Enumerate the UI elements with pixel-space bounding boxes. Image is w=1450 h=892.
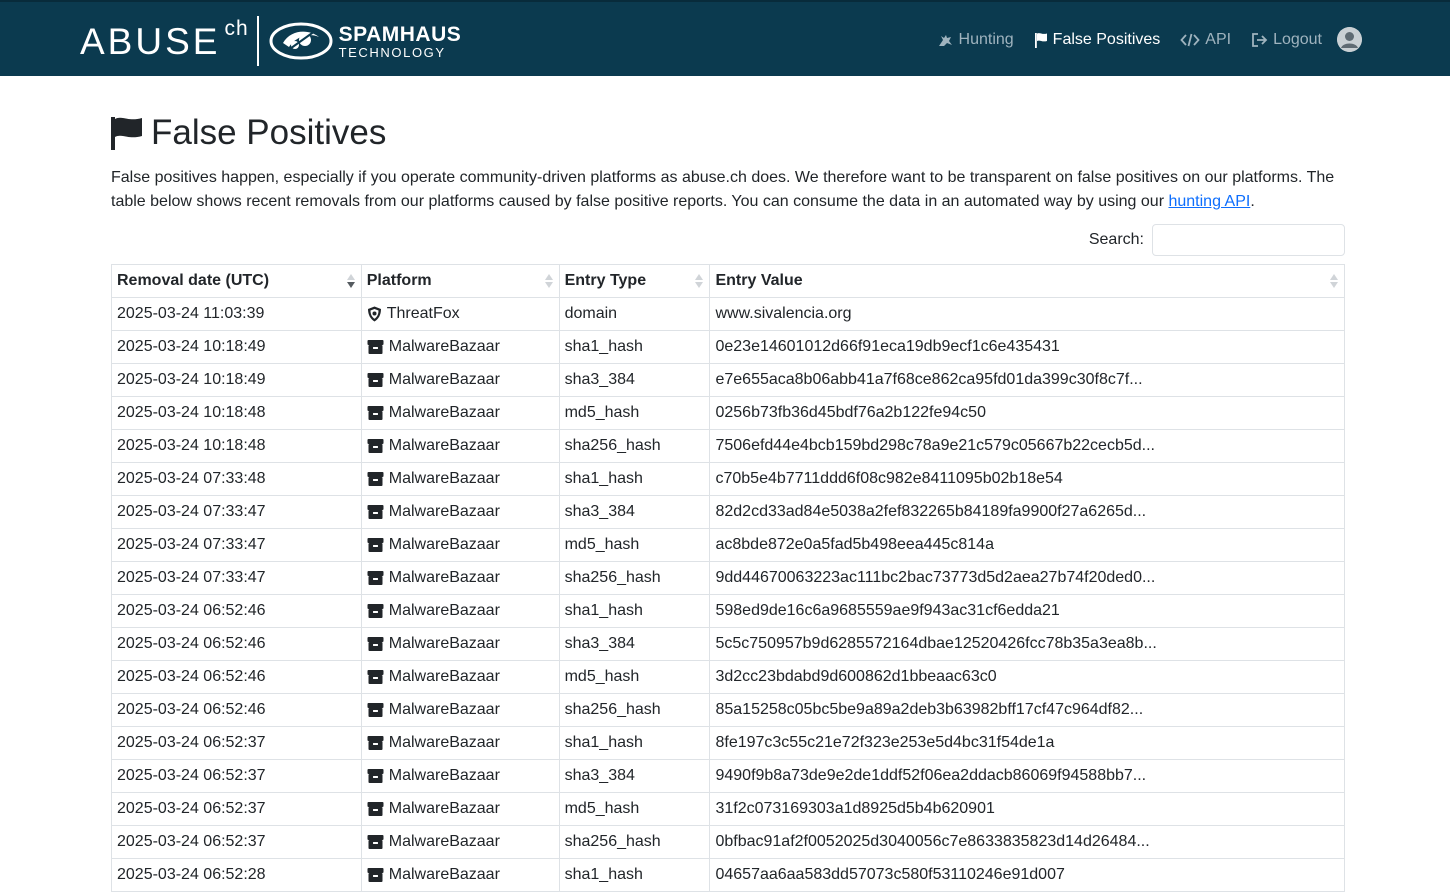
header-entry-value[interactable]: Entry Value <box>710 265 1345 298</box>
cell-removal-date: 2025-03-24 07:33:48 <box>112 463 362 496</box>
table-row <box>112 463 1345 496</box>
cell-entry-value[interactable]: 598ed9de16c6a9685559ae9f943ac31cf6edda21 <box>710 595 1345 628</box>
cell-removal-date: 2025-03-24 10:18:49 <box>112 364 362 397</box>
cell-entry-type: sha256_hash <box>559 430 710 463</box>
box-icon <box>367 669 384 685</box>
platform-name: MalwareBazaar <box>388 404 500 421</box>
platform-name: MalwareBazaar <box>388 470 500 487</box>
table-row <box>112 562 1345 595</box>
spamhaus-logo-subtitle: TECHNOLOGY <box>338 44 446 60</box>
cell-removal-date: 2025-03-24 06:52:28 <box>112 859 362 892</box>
platform-name: MalwareBazaar <box>388 767 500 784</box>
cell-entry-type: sha1_hash <box>559 595 710 628</box>
flag-icon <box>111 116 143 150</box>
box-icon <box>367 801 384 817</box>
cell-entry-value[interactable]: 5c5c750957b9d6285572164dbae12520426fcc78b35a3ea8b... <box>710 628 1345 661</box>
cell-entry-type: sha256_hash <box>559 826 710 859</box>
cell-platform <box>361 430 559 463</box>
cell-platform <box>361 826 559 859</box>
table-body <box>112 298 1345 892</box>
table-row <box>112 364 1345 397</box>
cell-entry-type: sha3_384 <box>559 628 710 661</box>
cell-removal-date: 2025-03-24 07:33:47 <box>112 529 362 562</box>
cell-entry-type: sha3_384 <box>559 496 710 529</box>
cell-platform <box>361 331 559 364</box>
box-icon <box>367 735 384 751</box>
nav-hunting-label: Hunting <box>958 31 1014 48</box>
cell-platform <box>361 727 559 760</box>
cell-entry-type: sha1_hash <box>559 463 710 496</box>
cell-removal-date: 2025-03-24 07:33:47 <box>112 562 362 595</box>
code-icon <box>1180 32 1200 48</box>
platform-name: MalwareBazaar <box>388 866 500 883</box>
platform-name: MalwareBazaar <box>388 734 500 751</box>
cell-removal-date: 2025-03-24 11:03:39 <box>112 298 362 331</box>
cell-platform <box>361 397 559 430</box>
cell-entry-value[interactable]: 0e23e14601012d66f91eca19db9ecf1c6e435431 <box>710 331 1345 364</box>
box-icon <box>367 867 384 883</box>
logout-icon <box>1251 32 1268 48</box>
cell-platform <box>361 859 559 892</box>
cell-entry-type: sha1_hash <box>559 859 710 892</box>
brand-divider <box>257 16 259 66</box>
search-label: Search: <box>1088 231 1144 248</box>
cell-entry-type: md5_hash <box>559 529 710 562</box>
box-icon <box>367 537 384 553</box>
box-icon <box>367 702 384 718</box>
platform-name: MalwareBazaar <box>388 338 500 355</box>
cell-entry-value[interactable]: 9dd44670063223ac111bc2bac73773d5d2aea27b74f20ded0... <box>710 562 1345 595</box>
nav-false-positives-label: False Positives <box>1052 31 1161 48</box>
cell-platform <box>361 463 559 496</box>
cell-removal-date: 2025-03-24 06:52:46 <box>112 595 362 628</box>
cell-removal-date: 2025-03-24 06:52:37 <box>112 826 362 859</box>
cell-removal-date: 2025-03-24 06:52:46 <box>112 628 362 661</box>
intro-end: . <box>1250 193 1255 210</box>
box-icon <box>367 636 384 652</box>
table-row <box>112 727 1345 760</box>
platform-name: ThreatFox <box>386 305 460 322</box>
header-removal-date[interactable]: Removal date (UTC) <box>112 265 362 298</box>
table-row <box>112 298 1345 331</box>
flag-icon <box>1034 32 1048 48</box>
search-row <box>1089 224 1345 256</box>
cell-platform <box>361 496 559 529</box>
table-row <box>112 430 1345 463</box>
cell-entry-type: sha3_384 <box>559 364 710 397</box>
table-row <box>112 628 1345 661</box>
cell-entry-value[interactable]: 04657aa6aa583dd57073c580f53110246e91d007 <box>710 859 1345 892</box>
nav-logout[interactable] <box>1251 31 1322 49</box>
nav-api[interactable] <box>1180 31 1231 49</box>
cell-removal-date: 2025-03-24 06:52:37 <box>112 727 362 760</box>
box-icon <box>367 438 384 454</box>
sort-icon <box>695 273 703 289</box>
box-icon <box>367 570 384 586</box>
header-platform[interactable]: Platform <box>361 265 559 298</box>
cell-entry-value[interactable]: www.sivalencia.org <box>710 298 1345 331</box>
top-navbar <box>0 0 1450 76</box>
cell-platform <box>361 694 559 727</box>
spamhaus-logo <box>269 21 462 61</box>
table-row <box>112 694 1345 727</box>
platform-name: MalwareBazaar <box>388 437 500 454</box>
cell-platform <box>361 760 559 793</box>
box-icon <box>367 504 384 520</box>
cell-removal-date: 2025-03-24 10:18:49 <box>112 331 362 364</box>
box-icon <box>367 768 384 784</box>
table-row <box>112 826 1345 859</box>
table-row <box>112 859 1345 892</box>
sort-desc-icon <box>347 273 355 289</box>
spamhaus-logo-title: SPAMHAUS <box>338 22 462 46</box>
cell-entry-value[interactable]: 31f2c073169303a1d8925d5b4b620901 <box>710 793 1345 826</box>
cell-entry-value[interactable]: 8fe197c3c55c21e72f323e253e5d4bc31f54de1a <box>710 727 1345 760</box>
cell-platform <box>361 364 559 397</box>
cell-removal-date: 2025-03-24 06:52:37 <box>112 760 362 793</box>
nav-links <box>917 2 1322 78</box>
box-icon <box>367 603 384 619</box>
table-row <box>112 331 1345 364</box>
intro-paragraph <box>111 166 1345 214</box>
abuse-logo-ch: ch <box>224 17 249 40</box>
cell-entry-type: sha1_hash <box>559 331 710 364</box>
spamhaus-emblem-icon <box>269 21 333 61</box>
cell-entry-value[interactable]: 3d2cc23bdabd9d600862d1bbeaac63c0 <box>710 661 1345 694</box>
platform-name: MalwareBazaar <box>388 536 500 553</box>
cell-removal-date: 2025-03-24 07:33:47 <box>112 496 362 529</box>
platform-name: MalwareBazaar <box>388 833 500 850</box>
platform-name: MalwareBazaar <box>388 371 500 388</box>
nav-hunting[interactable] <box>937 31 1014 49</box>
brand-logo[interactable] <box>80 16 461 66</box>
cell-entry-type: md5_hash <box>559 793 710 826</box>
cell-entry-type: md5_hash <box>559 397 710 430</box>
table-row <box>112 760 1345 793</box>
cell-platform <box>361 529 559 562</box>
cell-entry-type: sha1_hash <box>559 727 710 760</box>
cell-entry-value[interactable]: 7506efd44e4bcb159bd298c78a9e21c579c05667b22cecb5d... <box>710 430 1345 463</box>
box-icon <box>367 339 384 355</box>
cell-entry-type: sha256_hash <box>559 694 710 727</box>
crosshair-dog-icon <box>937 32 954 48</box>
cell-entry-value[interactable]: 82d2cd33ad84e5038a2fef832265b84189fa9900f27a6265d... <box>710 496 1345 529</box>
table-header-row <box>112 265 1345 298</box>
cell-entry-value[interactable]: ac8bde872e0a5fad5b498eea445c814a <box>710 529 1345 562</box>
cell-platform <box>361 628 559 661</box>
cell-entry-value[interactable]: 85a15258c05bc5be9a89a2deb3b63982bff17cf47c964df82... <box>710 694 1345 727</box>
platform-name: MalwareBazaar <box>388 602 500 619</box>
box-icon <box>367 471 384 487</box>
cell-platform <box>361 562 559 595</box>
false-positives-table <box>111 264 1345 892</box>
table-row <box>112 529 1345 562</box>
cell-platform <box>361 661 559 694</box>
table-row <box>112 595 1345 628</box>
box-icon <box>367 405 384 421</box>
table-row <box>112 793 1345 826</box>
cell-entry-type: md5_hash <box>559 661 710 694</box>
cell-platform <box>361 298 559 331</box>
cell-entry-type: sha256_hash <box>559 562 710 595</box>
box-icon <box>367 372 384 388</box>
sort-icon <box>1330 273 1338 289</box>
cell-entry-type: sha3_384 <box>559 760 710 793</box>
cell-entry-value[interactable]: c70b5e4b7711ddd6f08c982e8411095b02b18e54 <box>710 463 1345 496</box>
search-input[interactable] <box>1152 224 1345 256</box>
cell-removal-date: 2025-03-24 10:18:48 <box>112 397 362 430</box>
header-entry-type[interactable]: Entry Type <box>559 265 710 298</box>
table-row <box>112 397 1345 430</box>
box-icon <box>367 834 384 850</box>
cell-removal-date: 2025-03-24 06:52:46 <box>112 661 362 694</box>
cell-platform <box>361 595 559 628</box>
cell-entry-type: domain <box>559 298 710 331</box>
nav-api-label: API <box>1205 31 1232 48</box>
main-content <box>111 112 1345 883</box>
platform-name: MalwareBazaar <box>388 800 500 817</box>
sort-icon <box>545 273 553 289</box>
platform-name: MalwareBazaar <box>388 635 500 652</box>
platform-name: MalwareBazaar <box>388 701 500 718</box>
nav-false-positives[interactable] <box>1034 31 1161 49</box>
platform-name: MalwareBazaar <box>388 569 500 586</box>
cell-removal-date: 2025-03-24 10:18:48 <box>112 430 362 463</box>
user-avatar-icon[interactable] <box>1337 27 1362 52</box>
page-title-text: False Positives <box>151 113 387 152</box>
table-row <box>112 661 1345 694</box>
shield-icon <box>367 306 382 322</box>
platform-name: MalwareBazaar <box>388 668 500 685</box>
cell-removal-date: 2025-03-24 06:52:46 <box>112 694 362 727</box>
cell-removal-date: 2025-03-24 06:52:37 <box>112 793 362 826</box>
cell-entry-value[interactable]: 0bfbac91af2f0052025d3040056c7e8633835823d14d26484... <box>710 826 1345 859</box>
page-title <box>111 112 1345 154</box>
nav-logout-label: Logout <box>1273 31 1322 48</box>
cell-entry-value[interactable]: e7e655aca8b06abb41a7f68ce862ca95fd01da399c30f8c7f... <box>710 364 1345 397</box>
intro-text: False positives happen, especially if you operate community-driven platforms as abuse.ch does. We therefore want to be transparent on false positives on our platforms. The table below shows recent removals from our platforms caused by false positive reports. You can consume the data in an automated way by using our <box>111 169 1335 210</box>
cell-entry-value[interactable]: 9490f9b8a73de9e2de1ddf52f06ea2ddacb86069f94588bb7... <box>710 760 1345 793</box>
platform-name: MalwareBazaar <box>388 503 500 520</box>
table-row <box>112 496 1345 529</box>
hunting-api-link[interactable]: hunting API <box>1168 193 1251 210</box>
cell-platform <box>361 793 559 826</box>
cell-entry-value[interactable]: 0256b73fb36d45bdf76a2b122fe94c50 <box>710 397 1345 430</box>
abuse-logo-text: ABUSE <box>80 20 221 62</box>
